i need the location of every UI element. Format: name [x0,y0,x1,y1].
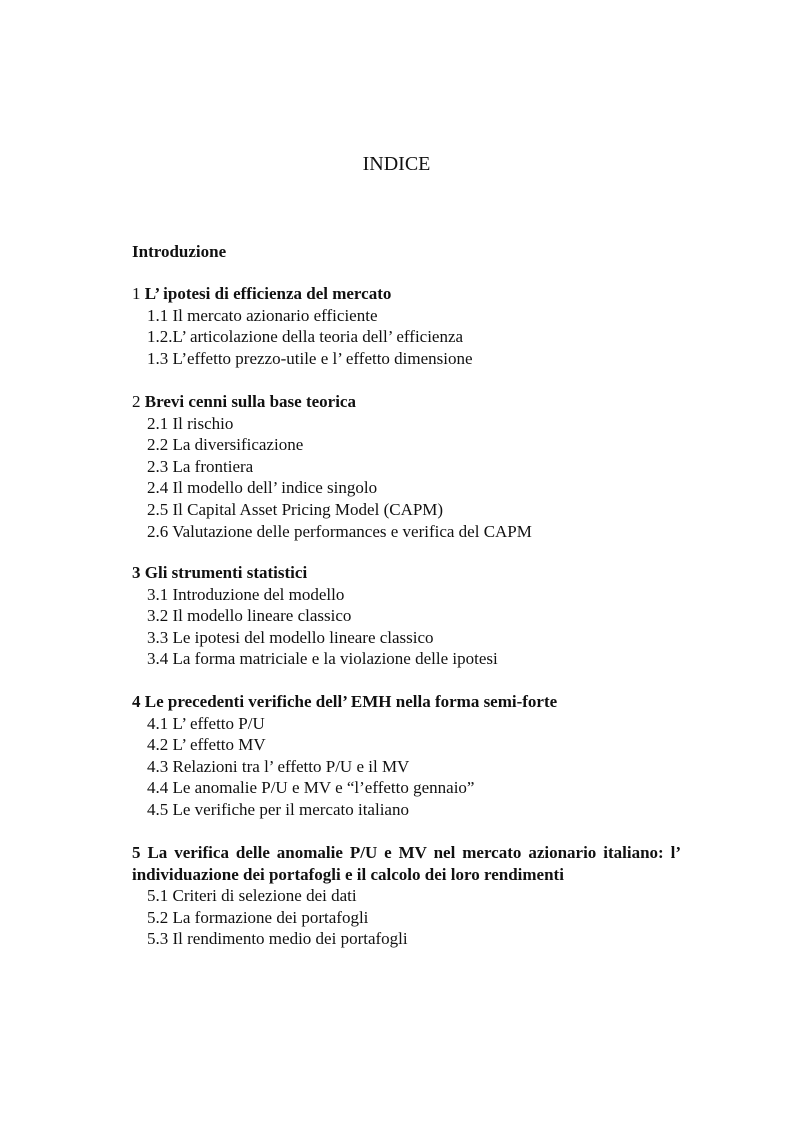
section-item: 5.3 Il rendimento medio dei portafogli [147,929,408,949]
section-item: 4.4 Le anomalie P/U e MV e “l’effetto gennaio” [147,778,475,798]
section-item: 3.1 Introduzione del modello [147,584,345,604]
section-item: 2.5 Il Capital Asset Pricing Model (CAPM) [147,499,444,519]
chapter-title: La verifica delle anomalie P/U e MV nel mercato azionario italiano: l’ individuazione dei portafogli e il calcolo dei loro rendimenti [132,843,682,884]
section-item: 4.5 Le verifiche per il mercato italiano [147,799,409,819]
chapter-heading [132,562,681,584]
chapter-title: Le precedenti verifiche dell’ EMH nella forma semi-forte [144,692,558,711]
section-item: 4.2 L’ effetto MV [147,735,266,755]
section-item: 3.2 Il modello lineare classico [147,606,352,626]
chapter-title: Brevi cenni sulla base teorica [144,392,356,411]
chapter-number: 5 [132,843,141,862]
chapter-number: 2 [132,392,141,411]
section-item: 4.3 Relazioni tra l’ effetto P/U e il MV [147,756,410,776]
section-item: 2.6 Valutazione delle performances e verifica del CAPM [147,521,532,541]
section-item: 3.3 Le ipotesi del modello lineare classico [147,627,434,647]
toc-chapter-4 [132,691,681,821]
chapter-heading [132,842,681,885]
section-item: 5.1 Criteri di selezione dei dati [147,886,357,906]
toc-chapter-3 [132,562,681,670]
chapter-number: 1 [132,284,141,303]
chapter-number: 3 [132,563,141,582]
section-item: 2.3 La frontiera [147,456,254,476]
section-item: 5.2 La formazione dei portafogli [147,907,369,927]
section-item: 4.1 L’ effetto P/U [147,713,265,733]
chapter-heading [132,691,681,713]
toc-chapter-5 [132,842,681,950]
chapter-title: Gli strumenti statistici [144,563,308,582]
section-item: 1.2.L’ articolazione della teoria dell’ efficienza [147,327,464,347]
page-title: INDICE [362,153,431,175]
chapter-number: 4 [132,692,141,711]
section-item: 2.1 Il rischio [147,413,234,433]
section-item: 3.4 La forma matriciale e la violazione delle ipotesi [147,649,498,669]
section-item: 1.1 Il mercato azionario efficiente [147,305,378,325]
toc-chapter-2 [132,391,681,542]
toc-chapter-1 [132,283,681,369]
chapter-title: L’ ipotesi di efficienza del mercato [144,284,392,303]
chapter-heading [132,391,681,413]
section-item: 1.3 L’effetto prezzo-utile e l’ effetto dimensione [147,348,473,368]
toc-introduction: Introduzione [132,242,227,261]
section-item: 2.4 Il modello dell’ indice singolo [147,478,378,498]
chapter-heading [132,283,681,305]
section-item: 2.2 La diversificazione [147,435,304,455]
